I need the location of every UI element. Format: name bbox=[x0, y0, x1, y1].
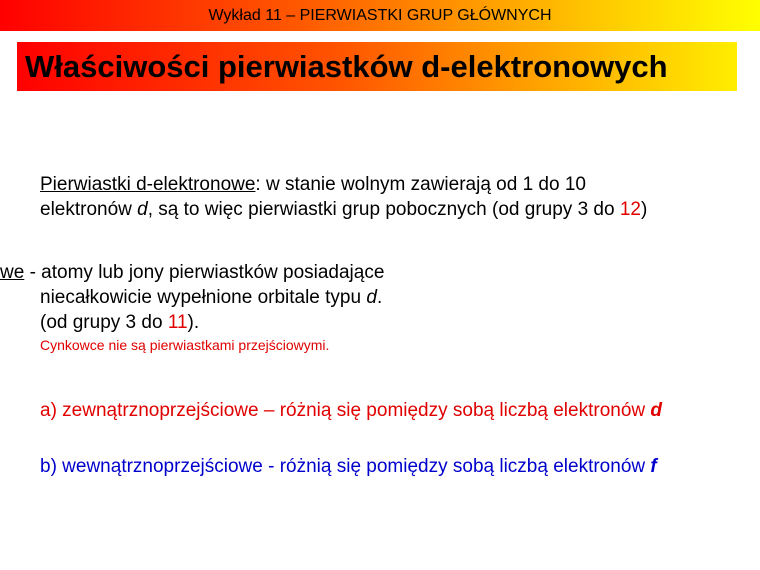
group-number-11: 11 bbox=[167, 312, 188, 333]
definition-line-2: elektronów d, są to więc pierwiastki grup pobocznych (od grupy 3 do 12) bbox=[40, 199, 648, 220]
lecture-title: Wykład 11 – PIERWIASTKI GRUP GŁÓWNYCH bbox=[208, 7, 552, 24]
zinc-group-note: Cynkowce nie są pierwiastkami przejściowymi. bbox=[40, 337, 330, 353]
slide-title: Właściwości pierwiastków d-elektronowych bbox=[25, 49, 668, 84]
definition-transition-line-2: niecałkowicie wypełnione orbitale typu d. bbox=[40, 287, 383, 308]
term-fragment: we bbox=[0, 262, 25, 283]
definition-d-electron-elements bbox=[40, 172, 647, 222]
item-a-outer-transition: a) zewnątrznoprzejściowe – różnią się pomiędzy sobą liczbą elektronów d bbox=[40, 400, 663, 421]
definition-transition-line-3: (od grupy 3 do 11). bbox=[40, 312, 200, 333]
definition-transition-line-1: we - atomy lub jony pierwiastków posiadające bbox=[0, 262, 385, 283]
header-band bbox=[0, 0, 760, 31]
title-band bbox=[17, 42, 737, 91]
term-d-electron: Pierwiastki d-elektronowe bbox=[40, 174, 256, 195]
definition-line-1: Pierwiastki d-elektronowe: w stanie wolnym zawierają od 1 do 10 bbox=[40, 174, 586, 195]
group-number-12: 12 bbox=[619, 199, 641, 220]
item-b-inner-transition: b) wewnątrznoprzejściowe - różnią się pomiędzy sobą liczbą elektronów f bbox=[40, 456, 657, 477]
